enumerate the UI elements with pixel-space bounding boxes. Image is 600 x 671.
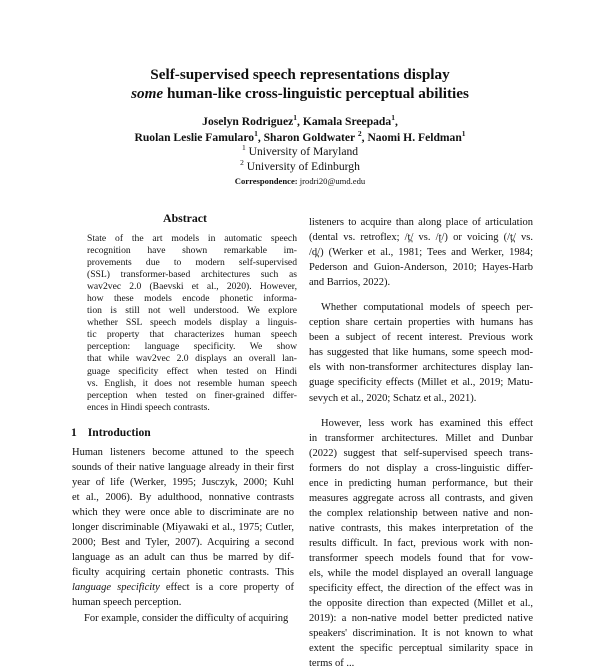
text-line: the complex relationship between native and non- [309,507,533,519]
correspondence-email[interactable]: jrodri20@umd.edu [297,176,366,186]
text-line: longer discriminable (Miyawaki et al., 1975; Cutler, [72,522,294,534]
right-column-body [309,215,533,671]
text-line: 2019): a non-native model better predicted native [309,613,533,625]
text-line: ence in predicting human performance, but their [309,477,533,489]
italic-term: language specificity [72,582,160,594]
author-name: Kamala Sreepada [302,115,392,128]
text-line: has suggested that like humans, some speech mod- [309,347,533,359]
text-line: that while wav2vec 2.0 displays an overall lan- [87,353,297,365]
authors-line1: Joselyn Rodriguez$^1$, Kamala Sreepada$^1$, [202,113,398,128]
affil-text: University of Maryland [245,145,359,158]
text-line: been a subject of recent interest. Previous work [309,332,533,344]
left-column-body [72,445,294,626]
text-line: et al., 2006). By adulthood, nonnative contrasts [72,492,294,504]
text-line: transformer speech models found that for vow- [309,552,533,564]
paragraph-gap [309,406,533,416]
text-line: year of life (Werker, 1995; Jusczyk, 2000; Kuhl [72,477,294,489]
author-name: Sharon Goldwater [263,131,355,144]
text-line: terms of ... [309,658,355,670]
paper-title-line2 [40,84,560,103]
affiliation-1 [40,144,560,159]
correspondence [40,175,560,187]
affil-text: University of Edinburgh [243,160,360,173]
text-line: measures aggregate across all contrasts, and given [309,492,533,504]
text-line: formers do not display a cross-linguistic differ- [309,462,533,474]
text-line: whether SSL speech models display a linguis- [87,317,297,329]
text-line: ficulty acquiring certain phonetic contrasts. This [72,567,294,579]
text-line: human speech perception. [72,597,182,609]
intro-lines [72,445,294,580]
text-line: State of the art models in automatic speech [87,233,297,244]
text-line: Human listeners become attuned to the speech [72,447,294,458]
text-line: (dental vs. retroflex; /t̪/ vs. /ʈ/) or voicing (/t̪/ vs. [309,232,533,244]
abstract-body [87,233,297,414]
text-line: speakers' discrimination. It is not known to what [309,628,533,640]
text-line: Whether computational models of speech per- [321,302,533,314]
text-line: provements due to modern self-supervised [87,257,297,269]
text-line: recognition have shown remarkable im- [87,245,297,257]
text-line: the opposite direction than expected (Millet et al., [309,598,533,610]
correspondence-label: Correspondence: [234,176,298,186]
author-affil-sup: 1 [293,113,298,123]
text-line: els with non-transformer architectures display lan- [309,362,533,374]
text-line: extent the specific perceptual similarity space in [309,643,533,655]
text-line: tion is still not well understood. We explore [87,305,297,317]
text-line: wav2vec 2.0 (Baevski et al., 2020). However, [87,281,297,293]
section-heading-introduction [71,425,151,440]
text-line: Pederson and Guion-Anderson, 2010; Hayes-Harb [309,262,533,274]
paper-title-line1: Self-supervised speech representations display [150,66,450,83]
author-name: Ruolan Leslie Famularo [134,131,255,144]
text-line: language as an adult can thus be marred by dif- [72,552,294,564]
text-line: perception: language specificity. We show [87,341,297,353]
text-line: how these models encode phonetic informa- [87,293,297,305]
text-line: 2000; Best and Tyler, 2007). Acquiring a second [72,537,294,549]
abstract-heading: Abstract [163,211,207,225]
text-line: els, while the model displayed an overall language [309,568,533,580]
affil-sup: 2 [240,158,244,168]
text-line: results difficult. In fact, previous work with non- [309,537,533,549]
section-title: Introduction [87,426,151,439]
text-line: specificity effect, the direction of the effect was in [309,583,533,595]
text-line: ception share certain properties with humans has [309,317,533,329]
text-line: vs. English, it does not resemble human speech [87,377,297,389]
text-line: in transformer architectures. Millet and Dunbar [309,432,533,444]
text-line: /d̪/) (Werker et al., 1981; Tees and Werker, 1984; [309,247,533,259]
paragraph-gap [309,290,533,300]
authors-line2: Ruolan Leslie Famularo$^1$, Sharon Goldwater $^2$, Naomi H. Feldman$^1$ [134,129,466,144]
line-rest: effect is a core property of [159,582,294,594]
text-line: sevych et al., 2020; Schatz et al., 2021). [309,392,477,404]
title-rest: human-like cross-linguistic perceptual abilities [163,85,469,102]
text-line: which they were once able to discriminate are no [72,507,294,519]
text-line [72,580,294,595]
text-line: guage specificity effects (Millet et al., 2019; Matu- [309,377,533,389]
author-name: Naomi H. Feldman [367,131,462,144]
author-name: Joselyn Rodriguez [202,115,294,128]
text-line: (2022) suggest that self-supervised speech trans- [309,447,533,459]
text-line: sounds of their native language already in their first [72,462,294,474]
text-line: (SSL) transformer-based architectures such as [87,269,297,281]
text-line: tic property that characterizes human speech [87,329,297,341]
affiliation-2 [40,159,560,174]
author-affil-sup: 2 [357,129,362,139]
author-affil-sup: 1 [254,129,258,139]
title-italic-word: some [131,85,164,102]
author-affil-sup: 1 [461,129,466,139]
text-line: For example, consider the difficulty of acquiring [84,612,289,624]
author-affil-sup: 1 [391,113,395,123]
text-line: native contrasts, this makes interpretation of the [309,522,533,534]
text-line: and Barrios, 2022). [309,277,391,289]
section-number: 1 [71,426,77,439]
text-line: guage specificity effect when tested on Hindi [87,365,297,377]
text-line: listeners to acquire than along place of articulation [309,217,533,228]
text-line: However, less work has examined this effect [321,417,533,429]
affil-sup: 1 [241,143,246,153]
text-line: perception when tested on finer-grained differ- [87,389,297,401]
text-line: ences in Hindi speech contrasts. [87,401,210,413]
